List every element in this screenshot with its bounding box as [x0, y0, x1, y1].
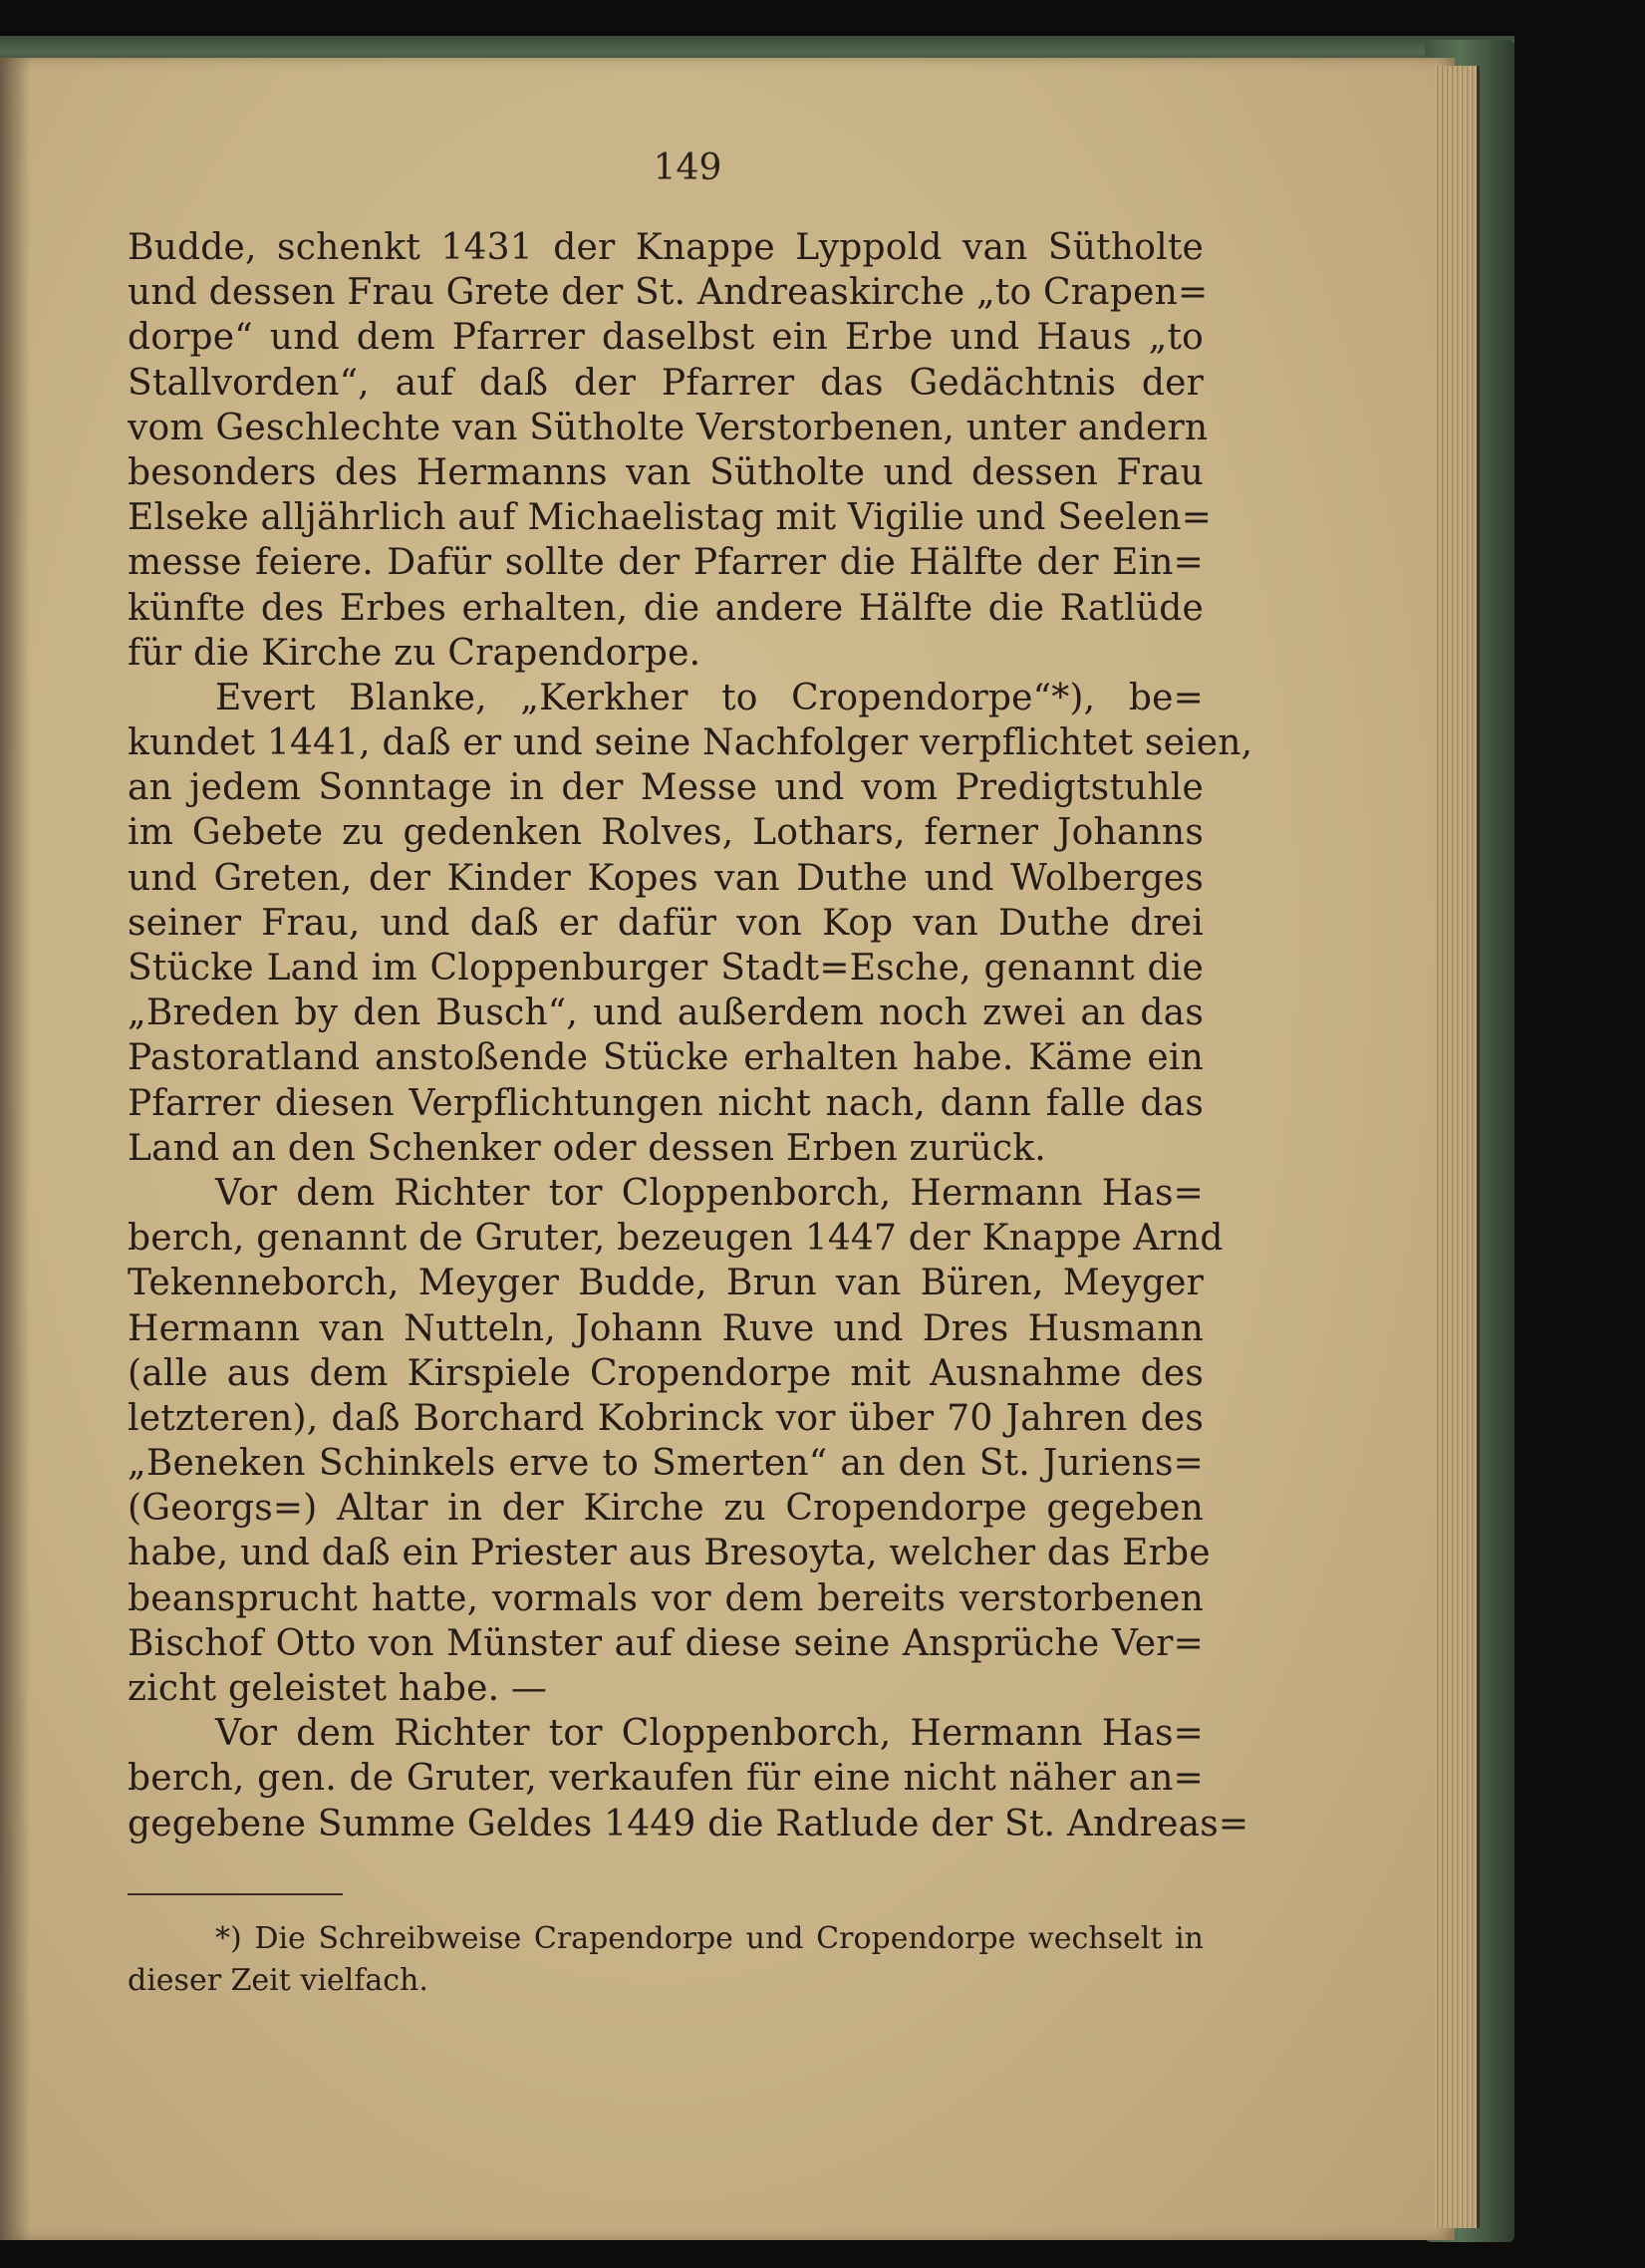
text-line: und Greten, der Kinder Kopes van Duthe und Wolberges — [128, 857, 1204, 899]
footnote-line: *) Die Schreibweise Crapendorpe und Cropendorpe wechselt in — [215, 1921, 1204, 1956]
text-line: besonders des Hermanns van Sütholte und dessen Frau — [128, 451, 1204, 493]
footnote — [128, 1918, 1204, 2002]
text-line: messe feiere. Dafür sollte der Pfarrer die Hälfte der Ein= — [128, 542, 1204, 584]
text-line: Tekenneborch, Meyger Budde, Brun van Büren, Meyger — [128, 1263, 1204, 1304]
text-line: kundet 1441, daß er und seine Nachfolger verpflichtet seien, — [128, 722, 1253, 764]
text-line: „Breden by den Busch“, und außerdem noch zwei an das — [128, 992, 1204, 1034]
text-line: beansprucht hatte, vormals vor dem bereits verstorbenen — [128, 1577, 1204, 1619]
text-line: berch, gen. de Gruter, verkaufen für eine nicht näher an= — [128, 1758, 1204, 1800]
text-line: Bischof Otto von Münster auf diese seine Ansprüche Ver= — [128, 1622, 1204, 1664]
text-line: dorpe“ und dem Pfarrer daselbst ein Erbe und Haus „to — [128, 317, 1204, 359]
text-line: im Gebete zu gedenken Rolves, Lothars, ferner Johanns — [128, 812, 1204, 854]
body-text — [128, 225, 1253, 1846]
text-line: Vor dem Richter tor Cloppenborch, Hermann Has= — [215, 1713, 1204, 1755]
text-line: Land an den Schenker oder dessen Erben zurück. — [128, 1127, 1046, 1169]
text-line: letzteren), daß Borchard Kobrinck vor über 70 Jahren des — [128, 1397, 1204, 1439]
text-line: Vor dem Richter tor Cloppenborch, Hermann Has= — [215, 1172, 1204, 1214]
text-line: seiner Frau, und daß er dafür von Kop van Duthe drei — [128, 902, 1204, 944]
gutter-shadow — [0, 58, 30, 2240]
text-line: Pfarrer diesen Verpflichtungen nicht nach, dann falle das — [128, 1082, 1204, 1124]
text-line: gegebene Summe Geldes 1449 die Ratlude der St. Andreas= — [128, 1803, 1249, 1844]
text-line: (Georgs=) Altar in der Kirche zu Cropendorpe gegeben — [128, 1488, 1204, 1530]
text-line: habe, und daß ein Priester aus Bresoyta, welcher das Erbe — [128, 1533, 1211, 1574]
text-line: für die Kirche zu Crapendorpe. — [128, 632, 701, 674]
footnote-line: dieser Zeit vielfach. — [128, 1963, 428, 1998]
text-line: Pastoratland anstoßende Stücke erhalten habe. Käme ein — [128, 1037, 1204, 1079]
text-line: Evert Blanke, „Kerkher to Cropendorpe“*), be= — [215, 677, 1204, 718]
text-line: vom Geschlechte van Sütholte Verstorbenen, unter andern — [128, 407, 1209, 448]
text-line: Budde, schenkt 1431 der Knappe Lyppold van Sütholte — [128, 227, 1204, 268]
page-edges — [1435, 66, 1480, 2228]
text-line: zicht geleistet habe. — — [128, 1668, 548, 1709]
text-line: Stallvorden“, auf daß der Pfarrer das Gedächtnis der — [128, 362, 1204, 404]
text-line: (alle aus dem Kirspiele Cropendorpe mit Ausnahme des — [128, 1352, 1204, 1394]
footnote-rule — [128, 1893, 343, 1895]
text-line: berch, genannt de Gruter, bezeugen 1447 der Knappe Arnd — [128, 1218, 1224, 1260]
text-line: Stücke Land im Cloppenburger Stadt=Esche, genannt die — [128, 948, 1204, 989]
text-line: an jedem Sonntage in der Messe und vom Predigtstuhle — [128, 767, 1204, 809]
text-line: Hermann van Nutteln, Johann Ruve und Dres Husmann — [128, 1307, 1204, 1349]
text-line: „Beneken Schinkels erve to Smerten“ an den St. Juriens= — [128, 1443, 1204, 1485]
page-number: 149 — [653, 147, 722, 188]
text-line: künfte des Erbes erhalten, die andere Hälfte die Ratlüde — [128, 587, 1204, 629]
text-line: und dessen Frau Grete der St. Andreaskirche „to Crapen= — [128, 272, 1209, 314]
text-line: Elseke alljährlich auf Michaelistag mit Vigilie und Seelen= — [128, 497, 1213, 539]
